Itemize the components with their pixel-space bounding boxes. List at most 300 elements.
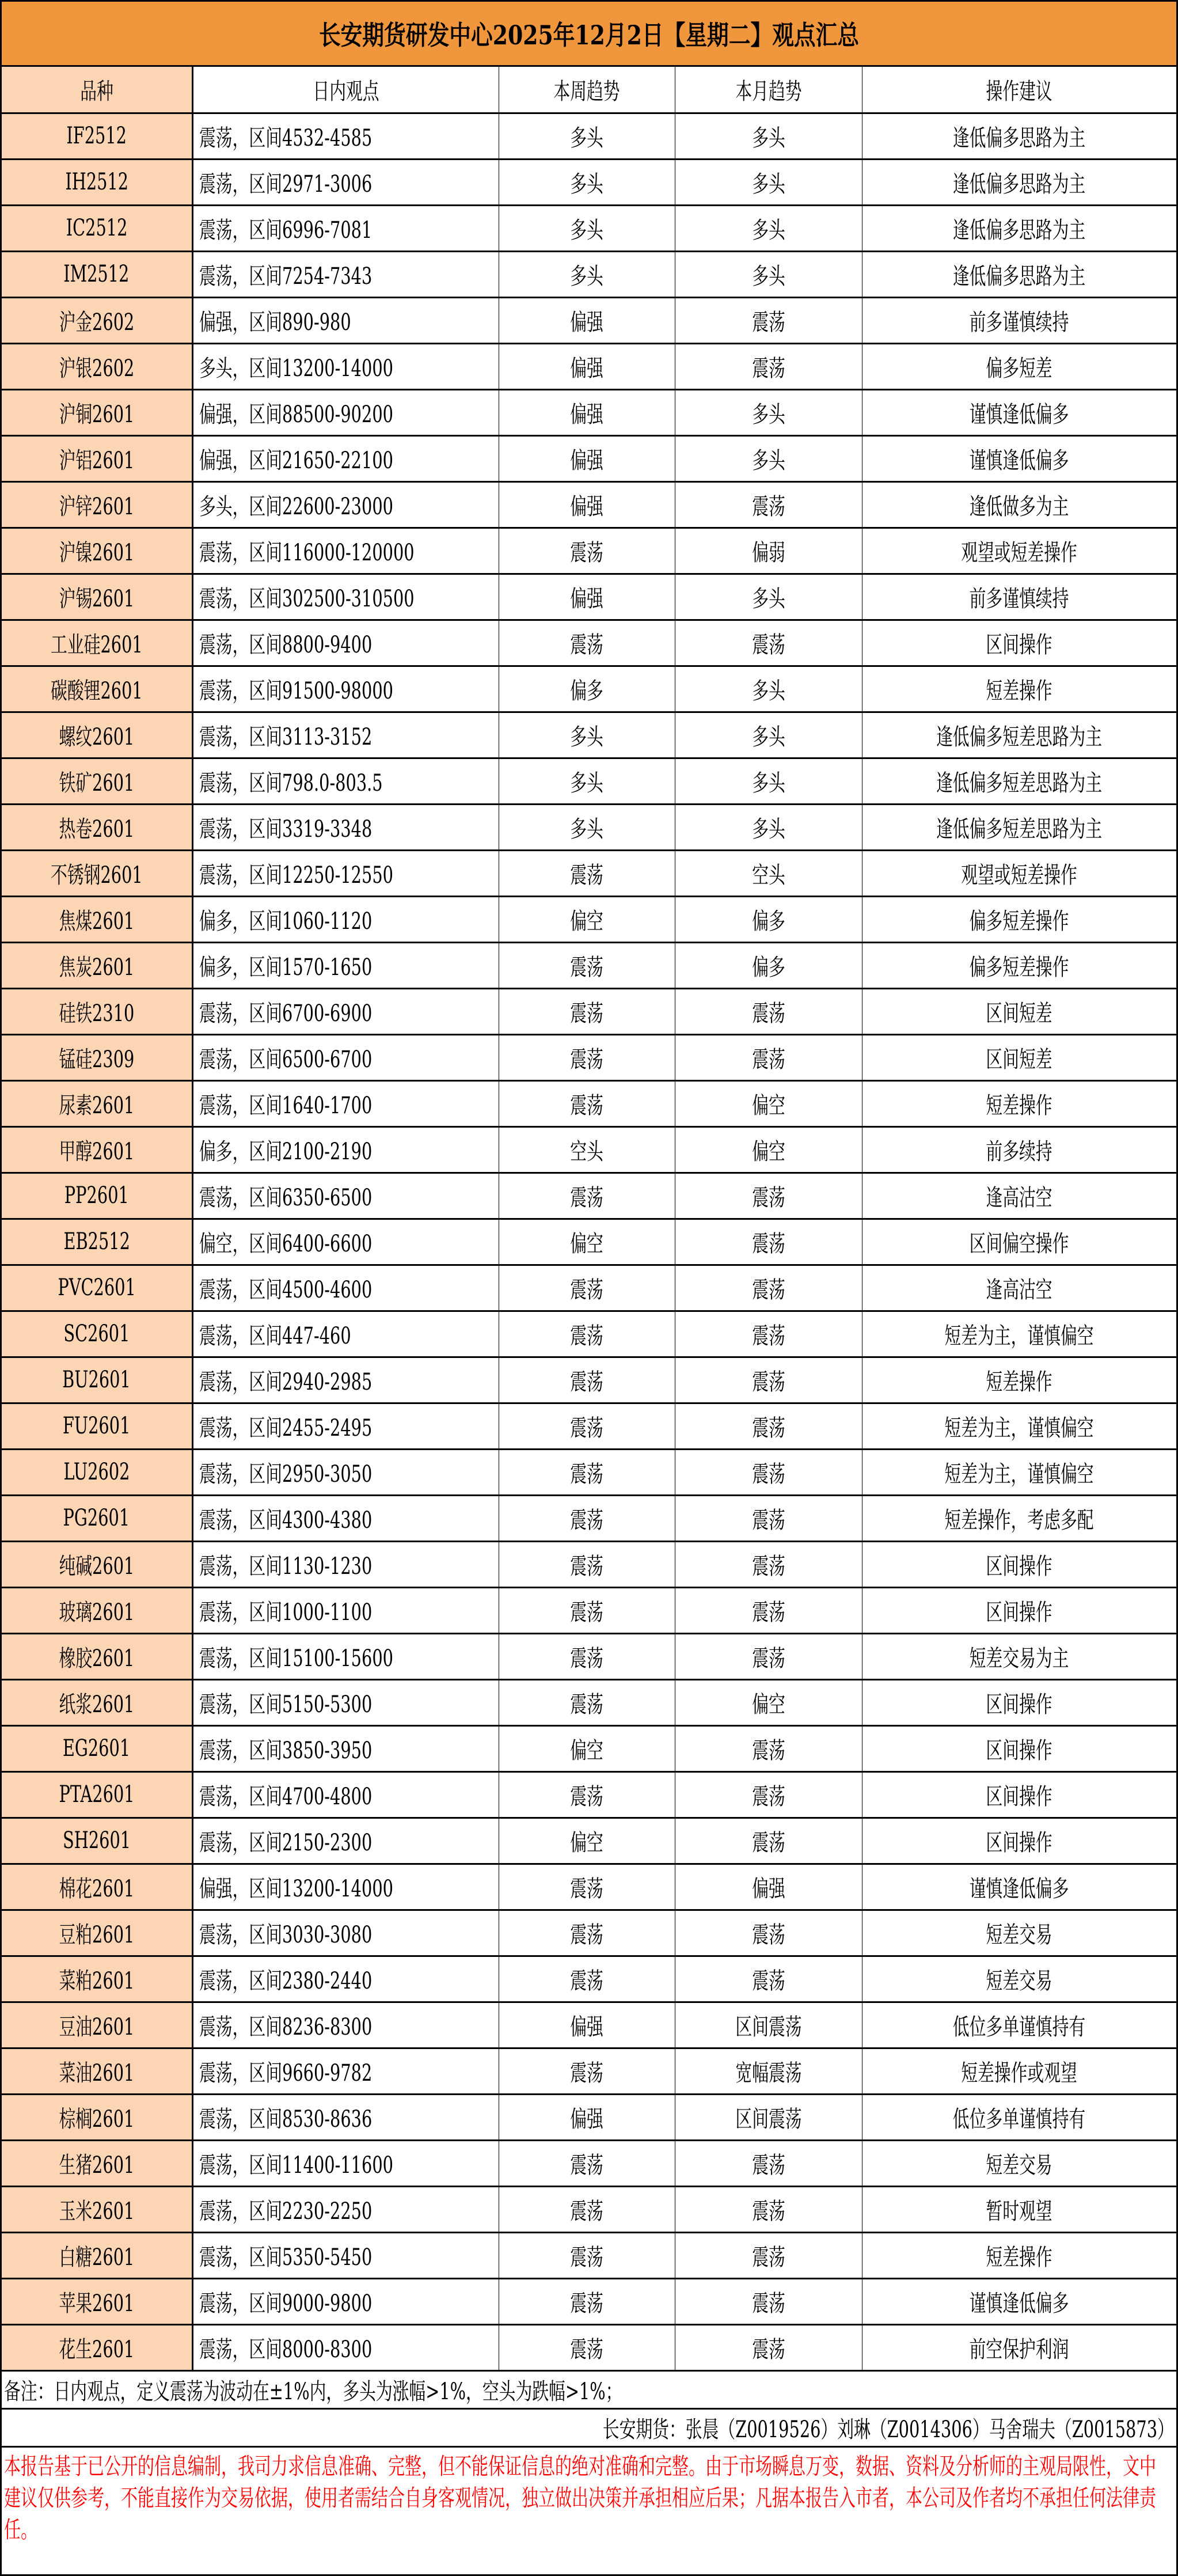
advice-cell: 逢低偏多思路为主	[862, 113, 1176, 159]
table-row	[2, 1541, 1176, 1587]
variety-cell: IH2512	[2, 159, 192, 205]
variety-cell: SC2601	[2, 1311, 192, 1357]
advice-cell: 短差为主，谨慎偏空	[862, 1403, 1176, 1449]
variety-cell: SH2601	[2, 1818, 192, 1864]
monthly-trend-cell: 震荡	[675, 988, 862, 1034]
advice-cell: 短差为主，谨慎偏空	[862, 1311, 1176, 1357]
monthly-trend-cell: 偏多	[675, 942, 862, 988]
monthly-trend-cell: 震荡	[675, 481, 862, 528]
variety-cell: 工业硅2601	[2, 620, 192, 666]
author-row	[2, 2410, 1176, 2448]
monthly-trend-cell: 震荡	[675, 1725, 862, 1771]
variety-cell: 沪金2602	[2, 297, 192, 343]
monthly-trend-cell: 多头	[675, 804, 862, 850]
header-variety: 品种	[2, 67, 192, 113]
weekly-trend-cell: 偏强	[499, 2002, 675, 2048]
table-row	[2, 1679, 1176, 1725]
monthly-trend-cell: 震荡	[675, 1265, 862, 1311]
monthly-trend-cell: 震荡	[675, 297, 862, 343]
intraday-view-cell: 震荡，区间4532-4585	[192, 113, 499, 159]
table-header-row	[2, 67, 1176, 113]
variety-cell: 沪铝2601	[2, 435, 192, 481]
weekly-trend-cell: 偏强	[499, 297, 675, 343]
monthly-trend-cell: 多头	[675, 574, 862, 620]
weekly-trend-cell: 偏强	[499, 343, 675, 389]
variety-cell: 热卷2601	[2, 804, 192, 850]
table-row	[2, 205, 1176, 251]
intraday-view-cell: 震荡，区间6350-6500	[192, 1173, 499, 1219]
weekly-trend-cell: 多头	[499, 205, 675, 251]
advice-cell: 逢低偏多短差思路为主	[862, 804, 1176, 850]
intraday-view-cell: 震荡，区间4700-4800	[192, 1771, 499, 1818]
weekly-trend-cell: 偏空	[499, 1818, 675, 1864]
header-monthly-trend: 本月趋势	[675, 67, 862, 113]
advice-cell: 短差操作	[862, 1357, 1176, 1403]
disclaimer-text: 本报告基于已公开的信息编制，我司力求信息准确、完整，但不能保证信息的绝对准确和完整。由于市场瞬息万变，数据、资料及分析师的主观局限性，文中建议仅供参考，不能直接作为交易依据，使用者需结合自身客观情况，独立做出决策并承担相应后果；凡据本报告入市者，本公司及作者均不承担任何法律责任。	[4, 2453, 1157, 2543]
monthly-trend-cell: 震荡	[675, 620, 862, 666]
intraday-view-cell: 震荡，区间2455-2495	[192, 1403, 499, 1449]
variety-cell: IM2512	[2, 251, 192, 297]
monthly-trend-cell: 震荡	[675, 2186, 862, 2232]
advice-cell: 区间操作	[862, 1587, 1176, 1633]
weekly-trend-cell: 偏强	[499, 389, 675, 435]
weekly-trend-cell: 震荡	[499, 988, 675, 1034]
monthly-trend-cell: 多头	[675, 389, 862, 435]
intraday-view-cell: 震荡，区间3113-3152	[192, 712, 499, 758]
table-row	[2, 389, 1176, 435]
intraday-view-cell: 多头，区间22600-23000	[192, 481, 499, 528]
weekly-trend-cell: 震荡	[499, 1956, 675, 2002]
monthly-trend-cell: 区间震荡	[675, 2094, 862, 2140]
weekly-trend-cell: 震荡	[499, 1910, 675, 1956]
variety-cell: PP2601	[2, 1173, 192, 1219]
table-row	[2, 942, 1176, 988]
note-row	[2, 2372, 1176, 2410]
table-row	[2, 251, 1176, 297]
weekly-trend-cell: 震荡	[499, 620, 675, 666]
variety-cell: 焦炭2601	[2, 942, 192, 988]
intraday-view-cell: 偏多，区间2100-2190	[192, 1126, 499, 1173]
table-row	[2, 1403, 1176, 1449]
advice-cell: 短差操作或观望	[862, 2048, 1176, 2094]
variety-cell: 沪铜2601	[2, 389, 192, 435]
advice-cell: 逢低做多为主	[862, 481, 1176, 528]
table-row	[2, 1265, 1176, 1311]
intraday-view-cell: 多头，区间13200-14000	[192, 343, 499, 389]
advice-cell: 逢低偏多短差思路为主	[862, 712, 1176, 758]
intraday-view-cell: 震荡，区间447-460	[192, 1311, 499, 1357]
advice-cell: 逢低偏多思路为主	[862, 251, 1176, 297]
advice-cell: 低位多单谨慎持有	[862, 2094, 1176, 2140]
table-row	[2, 2324, 1176, 2370]
report-title: 长安期货研发中心2025年12月2日【星期二】观点汇总	[318, 20, 860, 51]
variety-cell: 菜油2601	[2, 2048, 192, 2094]
author-credits: 长安期货：张晨（Z0019526）刘琳（Z0014306）马舍瑞夫（Z0015873）	[602, 2416, 1174, 2443]
table-row	[2, 1126, 1176, 1173]
table-row	[2, 758, 1176, 804]
monthly-trend-cell: 偏多	[675, 896, 862, 942]
weekly-trend-cell: 震荡	[499, 2186, 675, 2232]
variety-cell: 焦煤2601	[2, 896, 192, 942]
intraday-view-cell: 震荡，区间2230-2250	[192, 2186, 499, 2232]
intraday-view-cell: 震荡，区间3319-3348	[192, 804, 499, 850]
weekly-trend-cell: 震荡	[499, 1311, 675, 1357]
weekly-trend-cell: 多头	[499, 251, 675, 297]
table-row	[2, 2186, 1176, 2232]
table-row	[2, 620, 1176, 666]
advice-cell: 区间短差	[862, 988, 1176, 1034]
variety-cell: 铁矿2601	[2, 758, 192, 804]
table-row	[2, 712, 1176, 758]
monthly-trend-cell: 震荡	[675, 1818, 862, 1864]
advice-cell: 前多谨慎续持	[862, 297, 1176, 343]
advice-cell: 短差操作	[862, 1080, 1176, 1126]
variety-cell: 豆油2601	[2, 2002, 192, 2048]
variety-cell: 沪银2602	[2, 343, 192, 389]
table-row	[2, 1311, 1176, 1357]
monthly-trend-cell: 多头	[675, 205, 862, 251]
weekly-trend-cell: 空头	[499, 1126, 675, 1173]
advice-cell: 谨慎逢低偏多	[862, 2278, 1176, 2324]
table-row	[2, 1080, 1176, 1126]
advice-cell: 偏多短差	[862, 343, 1176, 389]
advice-cell: 逢高沽空	[862, 1265, 1176, 1311]
variety-cell: 苹果2601	[2, 2278, 192, 2324]
weekly-trend-cell: 震荡	[499, 2324, 675, 2370]
weekly-trend-cell: 多头	[499, 804, 675, 850]
variety-cell: FU2601	[2, 1403, 192, 1449]
header-weekly-trend: 本周趋势	[499, 67, 675, 113]
intraday-view-cell: 震荡，区间12250-12550	[192, 850, 499, 896]
advice-cell: 短差交易为主	[862, 1633, 1176, 1679]
advice-cell: 谨慎逢低偏多	[862, 1864, 1176, 1910]
advice-cell: 短差交易	[862, 1910, 1176, 1956]
advice-cell: 区间短差	[862, 1034, 1176, 1080]
table-row	[2, 1864, 1176, 1910]
advice-cell: 区间操作	[862, 620, 1176, 666]
advice-cell: 短差交易	[862, 1956, 1176, 2002]
variety-cell: 沪锡2601	[2, 574, 192, 620]
weekly-trend-cell: 震荡	[499, 1587, 675, 1633]
variety-cell: 棕榈2601	[2, 2094, 192, 2140]
monthly-trend-cell: 震荡	[675, 1910, 862, 1956]
advice-cell: 前空保护利润	[862, 2324, 1176, 2370]
advice-cell: 谨慎逢低偏多	[862, 389, 1176, 435]
table-row	[2, 1818, 1176, 1864]
table-row	[2, 1725, 1176, 1771]
weekly-trend-cell: 震荡	[499, 942, 675, 988]
weekly-trend-cell: 多头	[499, 712, 675, 758]
advice-cell: 区间操作	[862, 1818, 1176, 1864]
variety-cell: PVC2601	[2, 1265, 192, 1311]
intraday-view-cell: 震荡，区间5350-5450	[192, 2232, 499, 2278]
variety-cell: 纸浆2601	[2, 1679, 192, 1725]
table-row	[2, 896, 1176, 942]
weekly-trend-cell: 震荡	[499, 1173, 675, 1219]
weekly-trend-cell: 多头	[499, 159, 675, 205]
advice-cell: 区间操作	[862, 1771, 1176, 1818]
intraday-view-cell: 震荡，区间7254-7343	[192, 251, 499, 297]
variety-cell: 尿素2601	[2, 1080, 192, 1126]
intraday-view-cell: 震荡，区间9000-9800	[192, 2278, 499, 2324]
weekly-trend-cell: 震荡	[499, 2278, 675, 2324]
weekly-trend-cell: 震荡	[499, 1357, 675, 1403]
intraday-view-cell: 震荡，区间302500-310500	[192, 574, 499, 620]
variety-cell: IF2512	[2, 113, 192, 159]
table-row	[2, 666, 1176, 712]
variety-cell: PTA2601	[2, 1771, 192, 1818]
table-row	[2, 2048, 1176, 2094]
variety-cell: 螺纹2601	[2, 712, 192, 758]
monthly-trend-cell: 震荡	[675, 1449, 862, 1495]
title-bar	[2, 2, 1176, 67]
intraday-view-cell: 震荡，区间2380-2440	[192, 1956, 499, 2002]
intraday-view-cell: 震荡，区间2150-2300	[192, 1818, 499, 1864]
table-row	[2, 988, 1176, 1034]
weekly-trend-cell: 偏强	[499, 574, 675, 620]
disclaimer	[2, 2448, 1176, 2574]
variety-cell: 碳酸锂2601	[2, 666, 192, 712]
table-row	[2, 1956, 1176, 2002]
weekly-trend-cell: 多头	[499, 758, 675, 804]
table-row	[2, 1034, 1176, 1080]
variety-cell: LU2602	[2, 1449, 192, 1495]
table-row	[2, 850, 1176, 896]
weekly-trend-cell: 震荡	[499, 2048, 675, 2094]
variety-cell: 硅铁2310	[2, 988, 192, 1034]
monthly-trend-cell: 区间震荡	[675, 2002, 862, 2048]
monthly-trend-cell: 偏空	[675, 1126, 862, 1173]
intraday-view-cell: 震荡，区间5150-5300	[192, 1679, 499, 1725]
table-row	[2, 2094, 1176, 2140]
variety-cell: 不锈钢2601	[2, 850, 192, 896]
table-row	[2, 528, 1176, 574]
monthly-trend-cell: 宽幅震荡	[675, 2048, 862, 2094]
advice-cell: 前多续持	[862, 1126, 1176, 1173]
note-text: 备注：日内观点，定义震荡为波动在±1%内，多头为涨幅>1%，空头为跌幅>1%；	[4, 2378, 622, 2405]
weekly-trend-cell: 震荡	[499, 528, 675, 574]
monthly-trend-cell: 震荡	[675, 1771, 862, 1818]
weekly-trend-cell: 震荡	[499, 1265, 675, 1311]
monthly-trend-cell: 震荡	[675, 1495, 862, 1541]
table-row	[2, 1357, 1176, 1403]
advice-cell: 逢高沽空	[862, 1173, 1176, 1219]
intraday-view-cell: 震荡，区间4500-4600	[192, 1265, 499, 1311]
intraday-view-cell: 偏强，区间13200-14000	[192, 1864, 499, 1910]
variety-cell: 沪镍2601	[2, 528, 192, 574]
variety-cell: 玉米2601	[2, 2186, 192, 2232]
advice-cell: 区间操作	[862, 1725, 1176, 1771]
intraday-view-cell: 震荡，区间6500-6700	[192, 1034, 499, 1080]
advice-cell: 暂时观望	[862, 2186, 1176, 2232]
table-row	[2, 2232, 1176, 2278]
intraday-view-cell: 偏强，区间88500-90200	[192, 389, 499, 435]
monthly-trend-cell: 多头	[675, 251, 862, 297]
variety-cell: EG2601	[2, 1725, 192, 1771]
header-intraday: 日内观点	[192, 67, 499, 113]
monthly-trend-cell: 多头	[675, 758, 862, 804]
advice-cell: 逢低偏多思路为主	[862, 205, 1176, 251]
advice-cell: 逢低偏多思路为主	[862, 159, 1176, 205]
monthly-trend-cell: 震荡	[675, 1034, 862, 1080]
monthly-trend-cell: 震荡	[675, 1311, 862, 1357]
table-row	[2, 113, 1176, 159]
intraday-view-cell: 震荡，区间9660-9782	[192, 2048, 499, 2094]
table-row	[2, 1219, 1176, 1265]
monthly-trend-cell: 震荡	[675, 2232, 862, 2278]
variety-cell: 豆粕2601	[2, 1910, 192, 1956]
monthly-trend-cell: 震荡	[675, 2140, 862, 2186]
variety-cell: 沪锌2601	[2, 481, 192, 528]
advice-cell: 观望或短差操作	[862, 528, 1176, 574]
weekly-trend-cell: 震荡	[499, 1541, 675, 1587]
monthly-trend-cell: 多头	[675, 435, 862, 481]
intraday-view-cell: 震荡，区间1130-1230	[192, 1541, 499, 1587]
advice-cell: 观望或短差操作	[862, 850, 1176, 896]
table-row	[2, 1449, 1176, 1495]
weekly-trend-cell: 偏空	[499, 1725, 675, 1771]
table-row	[2, 1771, 1176, 1818]
variety-cell: 生猪2601	[2, 2140, 192, 2186]
intraday-view-cell: 偏强，区间21650-22100	[192, 435, 499, 481]
views-table	[2, 67, 1176, 2372]
variety-cell: 菜粕2601	[2, 1956, 192, 2002]
intraday-view-cell: 震荡，区间8530-8636	[192, 2094, 499, 2140]
advice-cell: 区间操作	[862, 1679, 1176, 1725]
variety-cell: EB2512	[2, 1219, 192, 1265]
intraday-view-cell: 偏多，区间1570-1650	[192, 942, 499, 988]
advice-cell: 偏多短差操作	[862, 896, 1176, 942]
advice-cell: 区间偏空操作	[862, 1219, 1176, 1265]
monthly-trend-cell: 震荡	[675, 1541, 862, 1587]
weekly-trend-cell: 震荡	[499, 850, 675, 896]
variety-cell: PG2601	[2, 1495, 192, 1541]
weekly-trend-cell: 偏强	[499, 435, 675, 481]
intraday-view-cell: 震荡，区间11400-11600	[192, 2140, 499, 2186]
monthly-trend-cell: 震荡	[675, 1587, 862, 1633]
table-row	[2, 574, 1176, 620]
advice-cell: 谨慎逢低偏多	[862, 435, 1176, 481]
weekly-trend-cell: 震荡	[499, 1771, 675, 1818]
monthly-trend-cell: 空头	[675, 850, 862, 896]
table-row	[2, 1910, 1176, 1956]
weekly-trend-cell: 震荡	[499, 2140, 675, 2186]
weekly-trend-cell: 震荡	[499, 1633, 675, 1679]
advice-cell: 短差为主，谨慎偏空	[862, 1449, 1176, 1495]
header-advice: 操作建议	[862, 67, 1176, 113]
table-row	[2, 159, 1176, 205]
variety-cell: BU2601	[2, 1357, 192, 1403]
weekly-trend-cell: 偏强	[499, 2094, 675, 2140]
table-body	[2, 113, 1176, 2370]
variety-cell: 纯碱2601	[2, 1541, 192, 1587]
advice-cell: 短差交易	[862, 2140, 1176, 2186]
monthly-trend-cell: 震荡	[675, 1219, 862, 1265]
weekly-trend-cell: 震荡	[499, 1403, 675, 1449]
table-row	[2, 2278, 1176, 2324]
monthly-trend-cell: 震荡	[675, 1403, 862, 1449]
intraday-view-cell: 震荡，区间8800-9400	[192, 620, 499, 666]
intraday-view-cell: 震荡，区间1000-1100	[192, 1587, 499, 1633]
table-row	[2, 1173, 1176, 1219]
table-row	[2, 435, 1176, 481]
weekly-trend-cell: 偏空	[499, 896, 675, 942]
intraday-view-cell: 震荡，区间6700-6900	[192, 988, 499, 1034]
table-row	[2, 1587, 1176, 1633]
variety-cell: 橡胶2601	[2, 1633, 192, 1679]
weekly-trend-cell: 震荡	[499, 2232, 675, 2278]
intraday-view-cell: 震荡，区间116000-120000	[192, 528, 499, 574]
intraday-view-cell: 震荡，区间798.0-803.5	[192, 758, 499, 804]
intraday-view-cell: 震荡，区间1640-1700	[192, 1080, 499, 1126]
weekly-trend-cell: 震荡	[499, 1864, 675, 1910]
advice-cell: 前多谨慎续持	[862, 574, 1176, 620]
monthly-trend-cell: 震荡	[675, 2324, 862, 2370]
monthly-trend-cell: 震荡	[675, 1357, 862, 1403]
intraday-view-cell: 震荡，区间91500-98000	[192, 666, 499, 712]
weekly-trend-cell: 偏强	[499, 481, 675, 528]
monthly-trend-cell: 偏空	[675, 1080, 862, 1126]
variety-cell: 锰硅2309	[2, 1034, 192, 1080]
variety-cell: 白糖2601	[2, 2232, 192, 2278]
variety-cell: IC2512	[2, 205, 192, 251]
advice-cell: 区间操作	[862, 1541, 1176, 1587]
variety-cell: 甲醇2601	[2, 1126, 192, 1173]
weekly-trend-cell: 偏空	[499, 1219, 675, 1265]
variety-cell: 棉花2601	[2, 1864, 192, 1910]
intraday-view-cell: 震荡，区间6996-7081	[192, 205, 499, 251]
table-row	[2, 2002, 1176, 2048]
weekly-trend-cell: 震荡	[499, 1679, 675, 1725]
variety-cell: 玻璃2601	[2, 1587, 192, 1633]
monthly-trend-cell: 偏弱	[675, 528, 862, 574]
intraday-view-cell: 震荡，区间3850-3950	[192, 1725, 499, 1771]
monthly-trend-cell: 震荡	[675, 2278, 862, 2324]
monthly-trend-cell: 震荡	[675, 1956, 862, 2002]
monthly-trend-cell: 震荡	[675, 343, 862, 389]
intraday-view-cell: 震荡，区间3030-3080	[192, 1910, 499, 1956]
advice-cell: 短差操作	[862, 666, 1176, 712]
intraday-view-cell: 震荡，区间2940-2985	[192, 1357, 499, 1403]
weekly-trend-cell: 偏多	[499, 666, 675, 712]
table-row	[2, 1495, 1176, 1541]
monthly-trend-cell: 多头	[675, 113, 862, 159]
weekly-trend-cell: 震荡	[499, 1449, 675, 1495]
weekly-trend-cell: 震荡	[499, 1080, 675, 1126]
variety-cell: 花生2601	[2, 2324, 192, 2370]
intraday-view-cell: 震荡，区间15100-15600	[192, 1633, 499, 1679]
weekly-trend-cell: 多头	[499, 113, 675, 159]
intraday-view-cell: 偏空，区间6400-6600	[192, 1219, 499, 1265]
intraday-view-cell: 偏多，区间1060-1120	[192, 896, 499, 942]
monthly-trend-cell: 多头	[675, 712, 862, 758]
intraday-view-cell: 震荡，区间4300-4380	[192, 1495, 499, 1541]
monthly-trend-cell: 多头	[675, 666, 862, 712]
advice-cell: 逢低偏多短差思路为主	[862, 758, 1176, 804]
advice-cell: 短差操作，考虑多配	[862, 1495, 1176, 1541]
table-row	[2, 297, 1176, 343]
weekly-trend-cell: 震荡	[499, 1034, 675, 1080]
advice-cell: 偏多短差操作	[862, 942, 1176, 988]
weekly-trend-cell: 震荡	[499, 1495, 675, 1541]
table-row	[2, 1633, 1176, 1679]
intraday-view-cell: 偏强，区间890-980	[192, 297, 499, 343]
intraday-view-cell: 震荡，区间2971-3006	[192, 159, 499, 205]
table-row	[2, 481, 1176, 528]
advice-cell: 短差操作	[862, 2232, 1176, 2278]
intraday-view-cell: 震荡，区间2950-3050	[192, 1449, 499, 1495]
monthly-trend-cell: 多头	[675, 159, 862, 205]
